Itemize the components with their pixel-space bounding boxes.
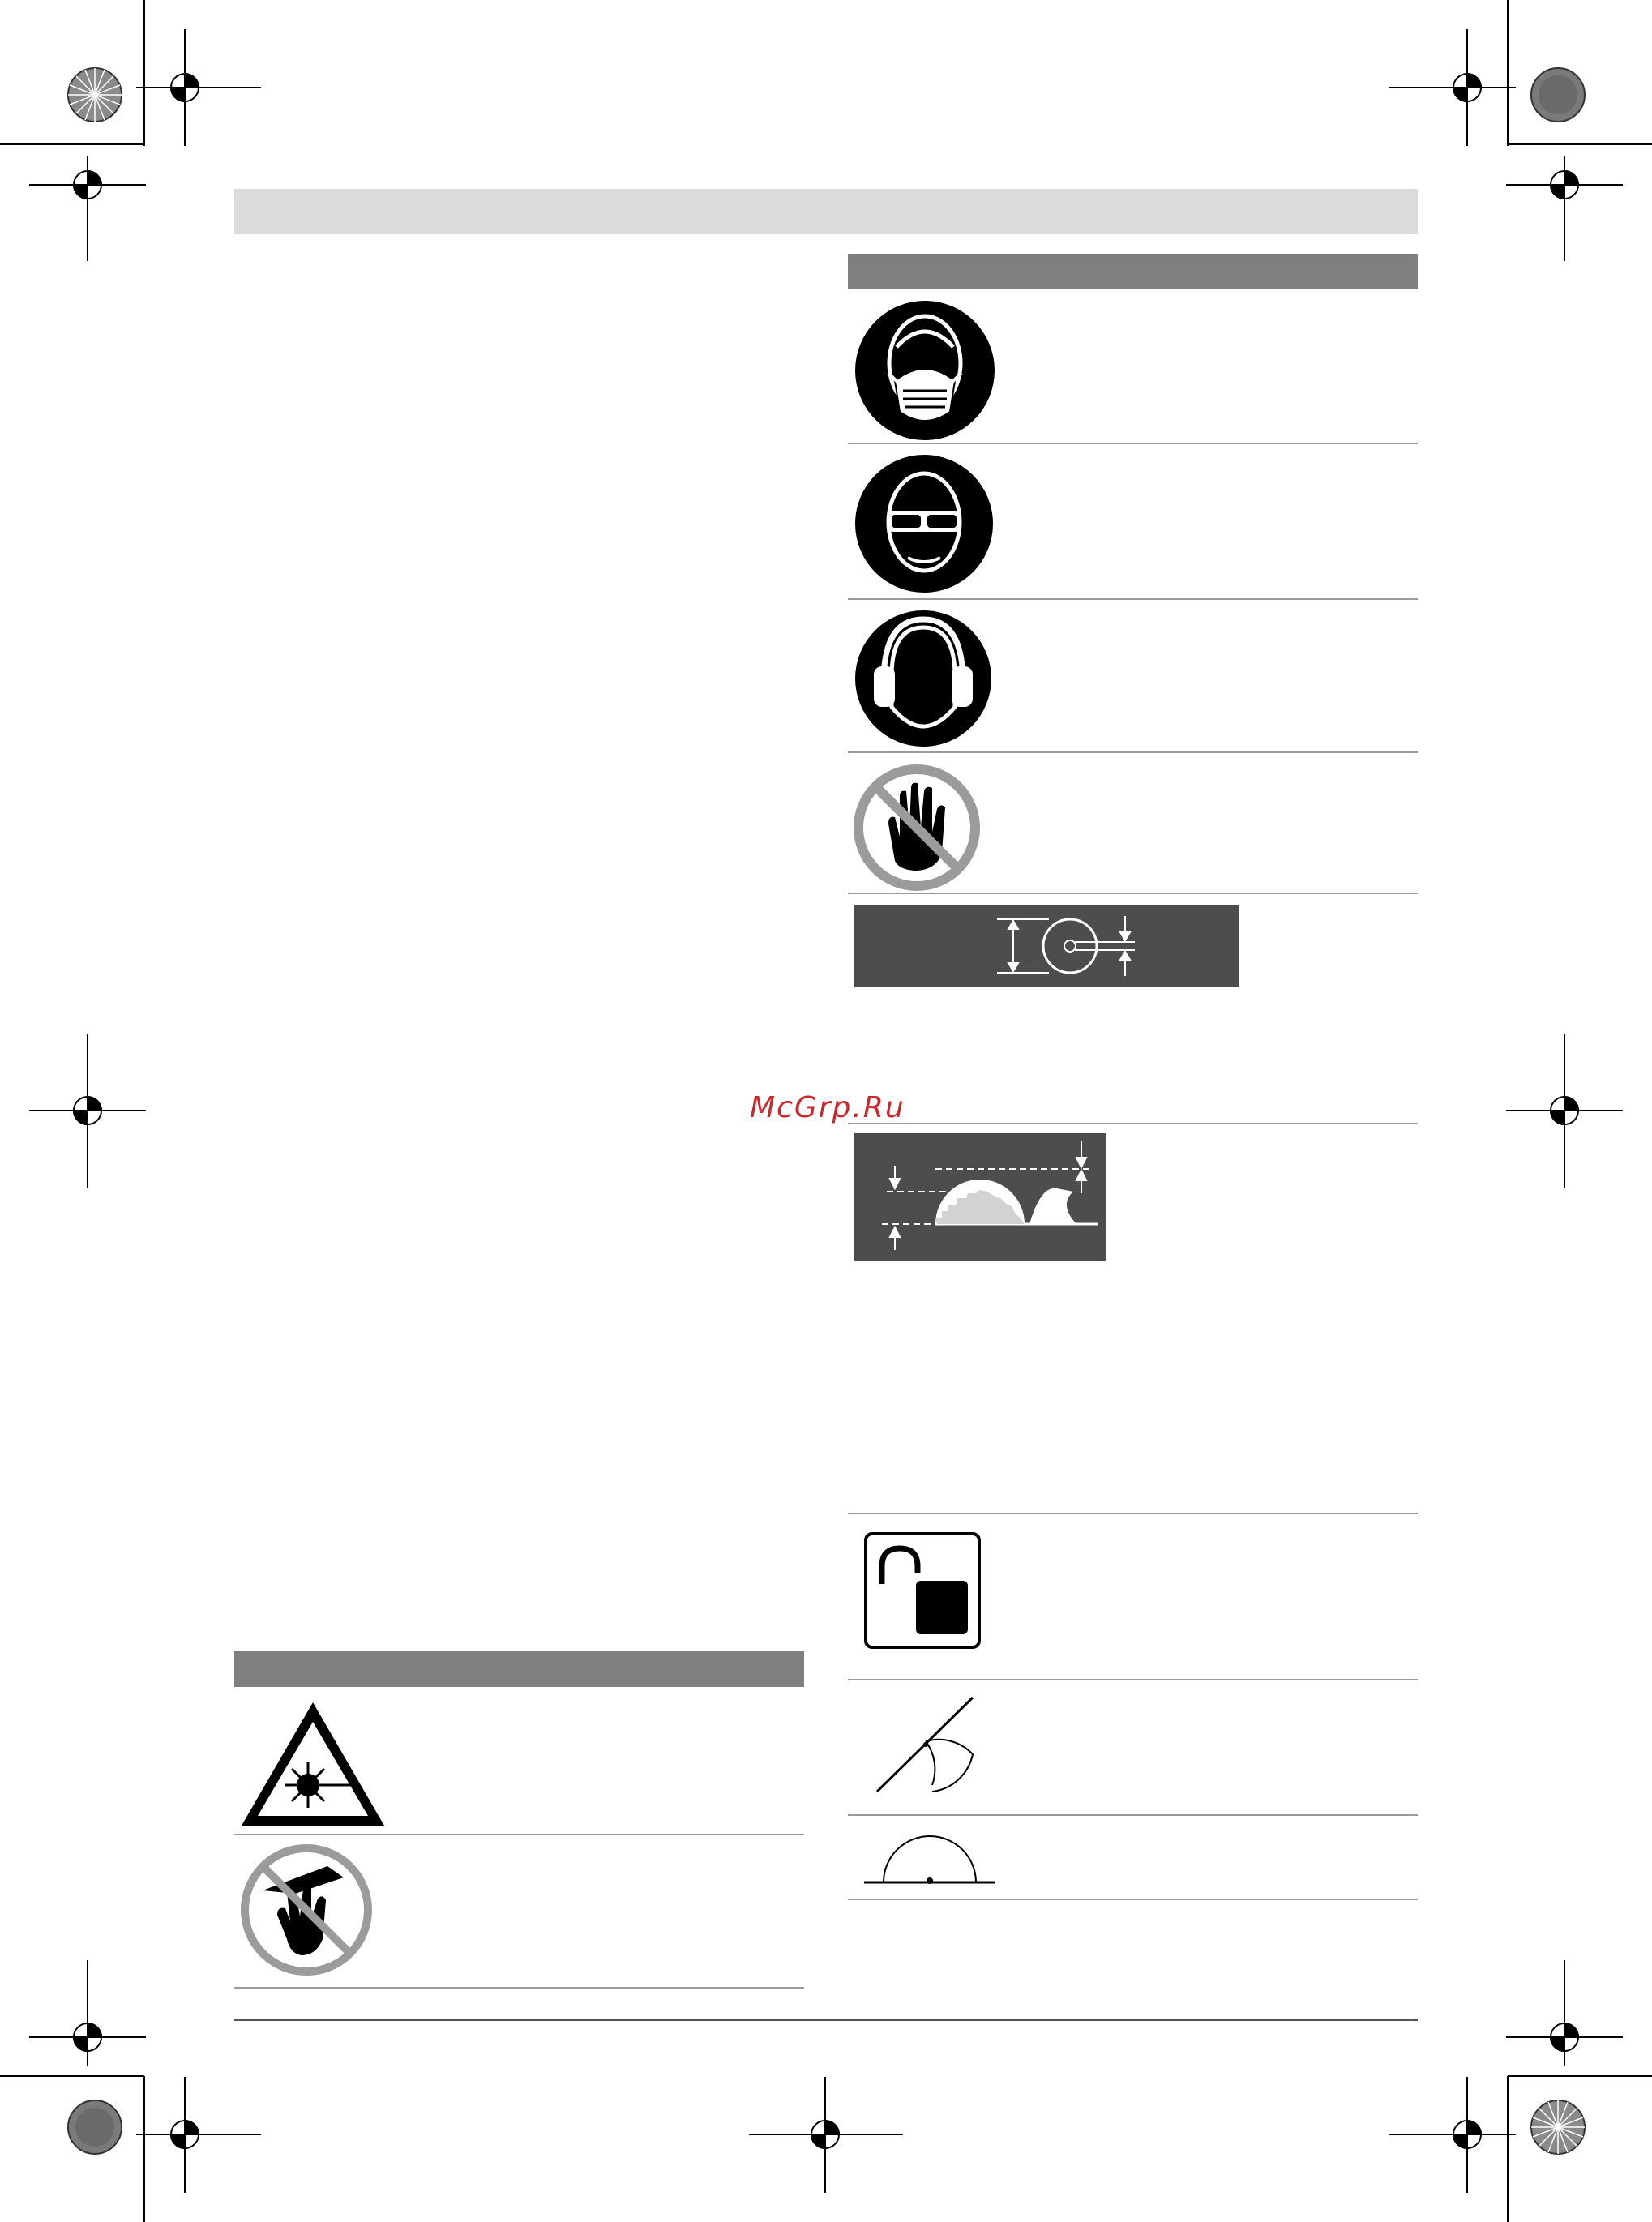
divider	[848, 598, 1418, 600]
divider	[848, 751, 1418, 753]
no-gloves-icon	[853, 764, 981, 892]
divider	[848, 1899, 1418, 1900]
divider	[848, 1679, 1418, 1680]
header-band	[234, 189, 1418, 234]
divider	[234, 1834, 804, 1835]
riving-knife-clearance-icon	[854, 1133, 1106, 1261]
laser-warning-icon	[238, 1699, 387, 1829]
safety-goggles-icon	[854, 454, 994, 593]
mitre-angle-icon	[875, 1696, 981, 1795]
right-section-header-bar	[848, 254, 1418, 289]
unlock-icon	[864, 1532, 981, 1649]
dust-mask-icon	[854, 300, 996, 442]
divider	[848, 1513, 1418, 1514]
divider	[848, 443, 1418, 444]
footer-rule	[234, 2019, 1418, 2021]
watermark: McGrp.Ru	[750, 1091, 905, 1124]
ear-protection-icon	[854, 610, 992, 747]
left-section-header-bar	[234, 1651, 804, 1687]
divider	[848, 893, 1418, 894]
divider	[848, 1814, 1418, 1816]
bevel-angle-icon	[862, 1834, 997, 1886]
blade-dimensions-icon	[854, 905, 1239, 987]
divider	[848, 1123, 1418, 1124]
divider	[234, 1987, 804, 1989]
no-hands-in-laser-beam-icon	[238, 1842, 374, 1978]
